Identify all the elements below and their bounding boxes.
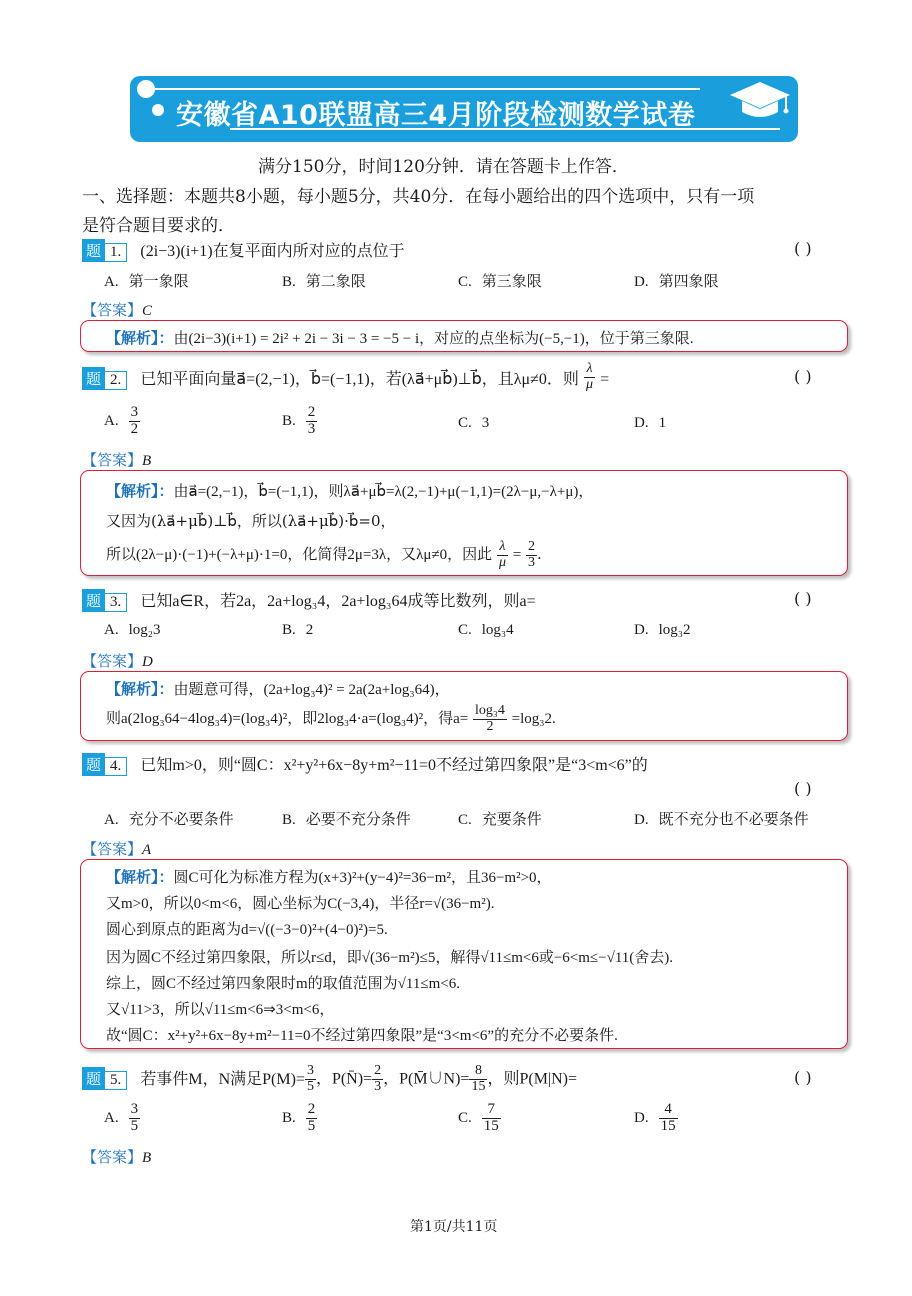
solution-text: 综上，圆C不经过第四象限时m的取值范围为√11≤m<6.	[106, 976, 460, 992]
answer-blank: ( )	[794, 367, 812, 386]
question-1-stem	[82, 238, 405, 262]
option-c: C. $\frac{7}{15}$	[458, 1101, 499, 1134]
section-heading: 一、选择题：本题共8小题，每小题5分，共40分．在每小题给出的四个选项中，只有一项	[82, 187, 755, 207]
option-d: D. $\frac{4}{15}$	[634, 1101, 676, 1134]
solution-text: 圆心到原点的距离为d=√((−3−0)²+(4−0)²)=5.	[106, 922, 388, 938]
option-c: C. log₃4	[458, 622, 514, 638]
option-d: D. log₃2	[634, 622, 691, 638]
page-number: 第1页/共11页	[410, 1219, 498, 1235]
question-tag: 题	[82, 1067, 105, 1090]
question-number: 3.	[104, 593, 127, 612]
answer-blank: ( )	[794, 1068, 812, 1087]
solution-text: 故“圆C：x²+y²+6x−8y+m²−11=0不经过第四象限”是“3<m<6”的充分不必要条件.	[106, 1028, 618, 1044]
solution-text: 【解析】：由(2i−3)(i+1) = 2i² + 2i − 3i − 3 = −5 − i，对应的点坐标为(−5,−1)，位于第三象限.	[106, 329, 694, 347]
question-text: (2i−3)(i+1)在复平面内所对应的点位于	[140, 243, 405, 260]
banner-decor-line	[140, 88, 700, 90]
question-text: 已知m>0，则“圆C：x²+y²+6x−8y+m²−11=0不经过第四象限”是“3<m<6”的	[140, 757, 648, 774]
option-b: B. $\frac{2}{5}$	[282, 1101, 316, 1134]
fraction: $\frac{\lambda}{\mu}$	[586, 361, 594, 392]
option-d: D. 既不充分也不必要条件	[634, 810, 809, 828]
question-number: 2.	[104, 371, 127, 390]
solution-text: 又因为(λa⃗+μb⃗)⊥b⃗，所以(λa⃗+μb⃗)·b⃗=0，	[106, 512, 396, 530]
option-d: D. 第四象限	[634, 272, 719, 290]
question-number: 1.	[104, 243, 127, 262]
answer-line: 【答案】D	[82, 652, 153, 670]
option-c: C. 充要条件	[458, 810, 542, 828]
banner-decor-dot	[137, 80, 155, 98]
answer-line: 【答案】B	[82, 1148, 152, 1166]
section-heading-cont: 是符合题目要求的．	[82, 216, 235, 236]
question-tag: 题	[82, 367, 105, 390]
answer-blank: ( )	[794, 589, 812, 608]
question-3-stem	[82, 588, 536, 612]
question-4-stem	[82, 752, 648, 776]
option-b: B. 2	[282, 622, 314, 638]
page-title: 安徽省A10联盟高三4月阶段检测数学试卷	[176, 100, 696, 131]
question-tag: 题	[82, 589, 105, 612]
question-2-stem: 题 2. 已知平面向量a⃗=(2,−1)，b⃗=(−1,1)，若(λa⃗+μb⃗)⊥b⃗，且λμ≠0．则 $\frac{\lambda}{\mu}$ =	[82, 366, 609, 393]
exam-instructions: 满分150分，时间120分钟．请在答题卡上作答．	[258, 157, 629, 177]
solution-text: 又√11>3，所以√11≤m<6⇒3<m<6，	[106, 1002, 335, 1018]
solution-text: 则a(2log₃64−4log₃4)=(log₃4)²，即2log₃4·a=(log₃4)²，得a= $\frac{\text{log₃4}}{2}$ =log₃2.	[106, 703, 556, 734]
option-b: B. 第二象限	[282, 272, 366, 290]
option-a: A. 充分不必要条件	[104, 810, 234, 828]
option-b: B. $\frac{2}{3}$	[282, 404, 316, 437]
answer-line: 【答案】B	[82, 451, 152, 469]
option-d: D. 1	[634, 415, 667, 431]
option-a: A. 第一象限	[104, 272, 189, 290]
option-a: A. $\frac{3}{5}$	[104, 1101, 139, 1134]
question-text: 已知a∈R，若2a，2a+log₃4，2a+log₃64成等比数列，则a=	[140, 593, 536, 610]
solution-text: 【解析】：圆C可化为标准方程为(x+3)²+(y−4)²=36−m²，且36−m²>0，	[106, 868, 552, 886]
option-a: A. log₂3	[104, 622, 161, 638]
solution-text: 【解析】：由a⃗=(2,−1)，b⃗=(−1,1)，则λa⃗+μb⃗=λ(2,−1)+μ(−1,1)=(2λ−μ,−λ+μ)，	[106, 482, 594, 500]
option-c: C. 第三象限	[458, 272, 542, 290]
option-b: B. 必要不充分条件	[282, 810, 411, 828]
solution-text: 因为圆C不经过第四象限，所以r≤d，即√(36−m²)≤5，解得√11≤m<6或−6<m≤−√11(舍去).	[106, 950, 674, 966]
answer-blank: ( )	[794, 239, 812, 258]
question-5-stem: 题 5. 若事件M，N满足P(M)= $\frac{3}{5}$ ，P(N̄)= $\frac{2}{3}$ ，P(M̄∪N)= $\frac{8}{15}$ ，则P(M|N)=	[82, 1064, 577, 1094]
question-number: 5.	[104, 1071, 127, 1090]
graduation-cap-icon	[728, 78, 792, 124]
question-text: 已知平面向量a⃗=(2,−1)，b⃗=(−1,1)，若(λa⃗+μb⃗)⊥b⃗，且λμ≠0．则	[140, 371, 579, 388]
answer-line: 【答案】C	[82, 301, 153, 319]
solution-text: 所以(2λ−μ)·(−1)+(−λ+μ)·1=0，化简得2μ=3λ，又λμ≠0，因此 $\frac{\lambda}{\mu}$ = $\frac{2}{3}$ .	[106, 539, 542, 570]
question-number: 4.	[104, 757, 127, 776]
solution-text: 【解析】：由题意可得，(2a+log₃4)² = 2a(2a+log₃64)，	[106, 680, 450, 698]
question-tag: 题	[82, 239, 105, 262]
question-tag: 题	[82, 753, 105, 776]
answer-line: 【答案】A	[82, 840, 152, 858]
banner-decor-dot	[152, 104, 164, 116]
solution-text: 又m>0，所以0<m<6，圆心坐标为C(−3,4)，半径r=√(36−m²).	[106, 896, 495, 912]
answer-blank: ( )	[794, 779, 812, 798]
option-c: C. 3	[458, 415, 490, 431]
option-a: A. $\frac{3}{2}$	[104, 404, 139, 437]
